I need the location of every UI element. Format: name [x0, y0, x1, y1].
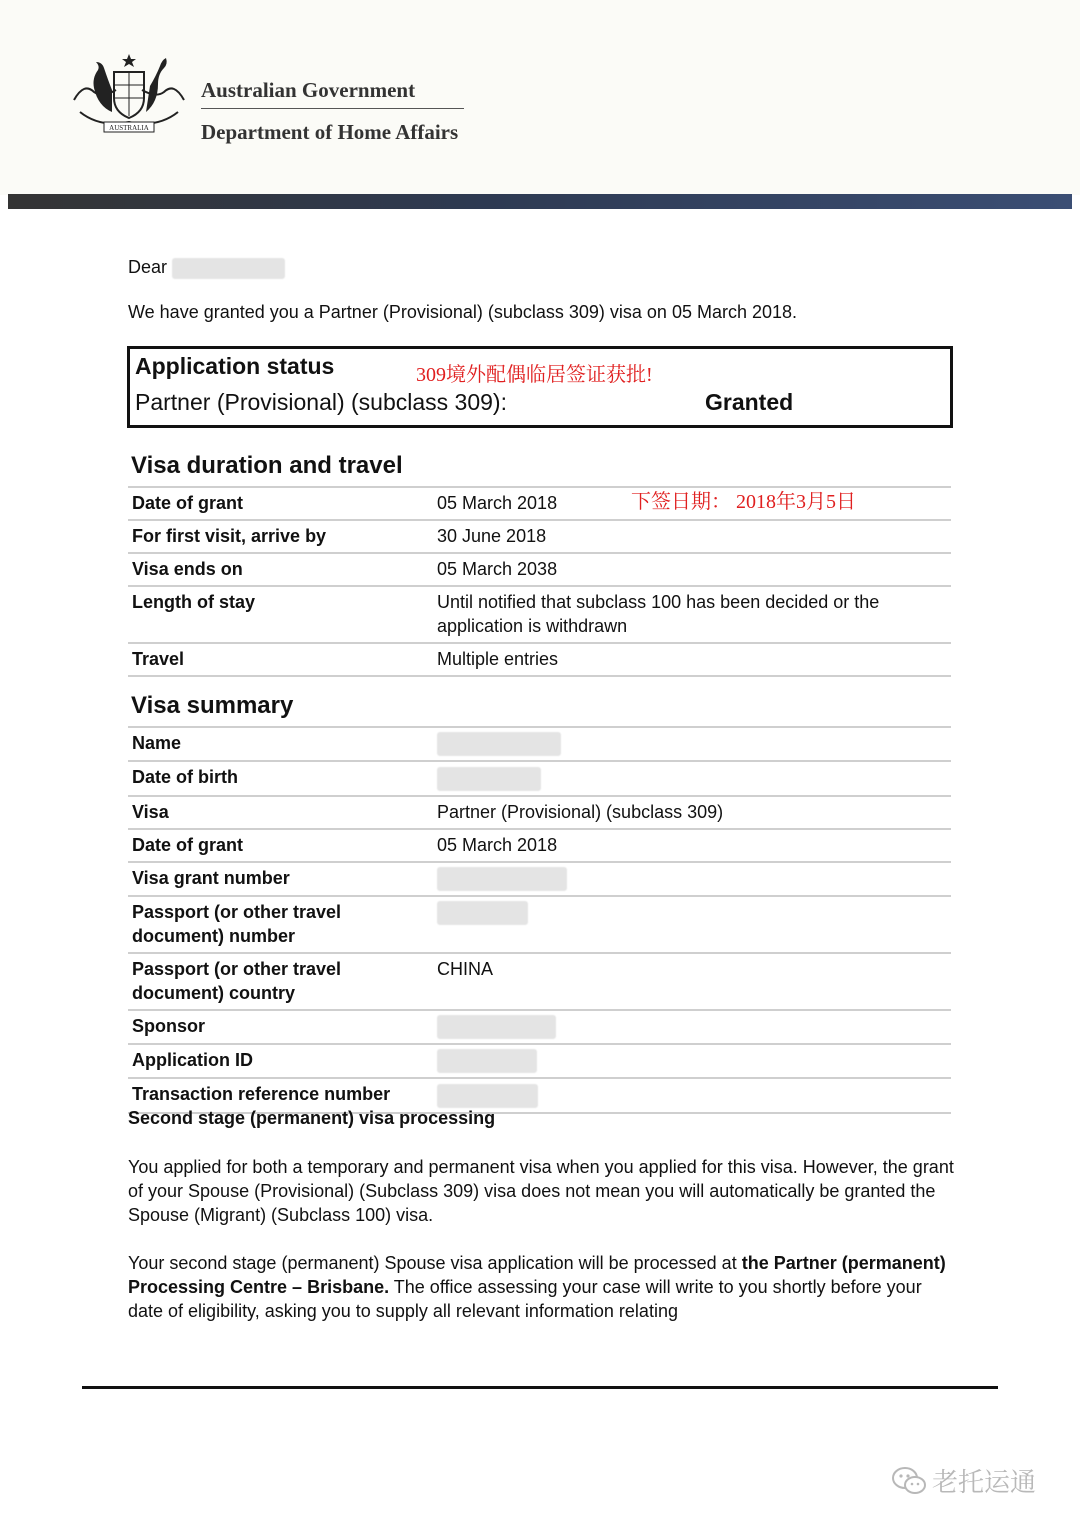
row-label: Passport (or other travel document) country [132, 958, 342, 1003]
status-value: Granted [705, 389, 794, 415]
row-value [437, 867, 567, 891]
row-label: For first visit, arrive by [132, 526, 327, 546]
department-name: Department of Home Affairs [201, 120, 459, 144]
footer-divider [82, 1386, 998, 1389]
row-value [437, 732, 561, 756]
row-label: Name [132, 733, 182, 753]
letterhead [0, 0, 1080, 195]
wechat-icon [892, 1466, 926, 1496]
status-visa-label: Partner (Provisional) (subclass 309): [135, 389, 507, 415]
row-label: Date of grant [132, 493, 244, 513]
status-title: Application status [135, 353, 335, 379]
row-label: Visa [132, 801, 169, 822]
row-label: Passport (or other travel document) number [132, 901, 342, 946]
table-row [128, 1011, 951, 1045]
row-value: Until notified that subclass 100 has been decided or the application is withdrawn [437, 592, 880, 636]
table-row [128, 644, 951, 677]
table-row [128, 587, 951, 644]
grant-date-annotation: 下签日期： 2018年3月5日 [631, 491, 856, 513]
row-label: Application ID [132, 1050, 253, 1070]
crest-banner: AUSTRALIA [109, 124, 149, 132]
processing-centre: the Partner (permanent) Processing Centre – Brisbane. [128, 1253, 946, 1297]
row-label: Date of grant [132, 834, 244, 855]
row-value [437, 1015, 556, 1039]
row-value [437, 767, 541, 791]
row-value: CHINA [437, 958, 494, 979]
header-band [8, 194, 1072, 209]
table-row [128, 797, 951, 830]
coat-of-arms-icon [66, 52, 192, 144]
grant-statement: We have granted you a Partner (Provisional) (subclass 309) visa on 05 March 2018. [128, 302, 798, 322]
header-divider [201, 108, 464, 109]
summary-section-title: Visa summary [131, 692, 294, 719]
table-row [128, 488, 951, 521]
salutation-name [172, 258, 285, 279]
status-annotation: 309境外配偶临居签证获批! [416, 364, 653, 386]
processing-heading: Second stage (permanent) visa processing [128, 1108, 496, 1128]
row-value: Multiple entries [437, 649, 559, 669]
row-value [437, 1049, 537, 1073]
row-label: Visa grant number [132, 867, 290, 888]
watermark [892, 1462, 1036, 1499]
application-status-box [127, 346, 953, 428]
row-value [437, 1084, 538, 1108]
table-row [128, 863, 951, 897]
processing-paragraph-1: You applied for both a temporary and permanent visa when you applied for this visa. However, the grant of your Spouse (Provisional) (Subclass 309) visa does not mean you will automatically be granted the Spouse (Migrant) (Subclass 100) visa. [128, 1157, 954, 1225]
row-value [437, 901, 528, 925]
para2-end: The office assessing your case will write to you shortly before your date of eligibility, asking you to supply all relevant information relating [128, 1277, 922, 1321]
salutation-prefix: Dear [128, 257, 168, 277]
table-row [128, 554, 951, 587]
salutation [128, 257, 285, 279]
table-row [128, 728, 951, 762]
watermark-text: 老托运通 [932, 1467, 1037, 1497]
row-label: Transaction reference number [132, 1084, 391, 1105]
para2-start: Your second stage (permanent) Spouse visa application will be processed at [128, 1253, 742, 1273]
summary-table [128, 726, 951, 1114]
row-value: Partner (Provisional) (subclass 309) [437, 801, 724, 822]
table-row [128, 521, 951, 554]
table-row [128, 830, 951, 863]
row-label: Visa ends on [132, 559, 243, 579]
table-row [128, 954, 951, 1011]
table-row [128, 1045, 951, 1079]
government-name: Australian Government [201, 78, 416, 102]
row-value: 05 March 2038 [437, 559, 558, 579]
row-value: 05 March 2018 [437, 834, 558, 855]
row-value: 05 March 2018 [437, 493, 558, 513]
row-label: Travel [132, 649, 185, 669]
processing-paragraph-2 [128, 1251, 958, 1323]
duration-table [128, 486, 951, 677]
row-label: Length of stay [132, 592, 256, 612]
row-value: 30 June 2018 [437, 526, 547, 546]
row-label: Date of birth [132, 767, 238, 788]
row-label: Sponsor [132, 1015, 206, 1036]
table-row [128, 762, 951, 796]
table-row [128, 897, 951, 954]
duration-section-title: Visa duration and travel [131, 452, 403, 479]
